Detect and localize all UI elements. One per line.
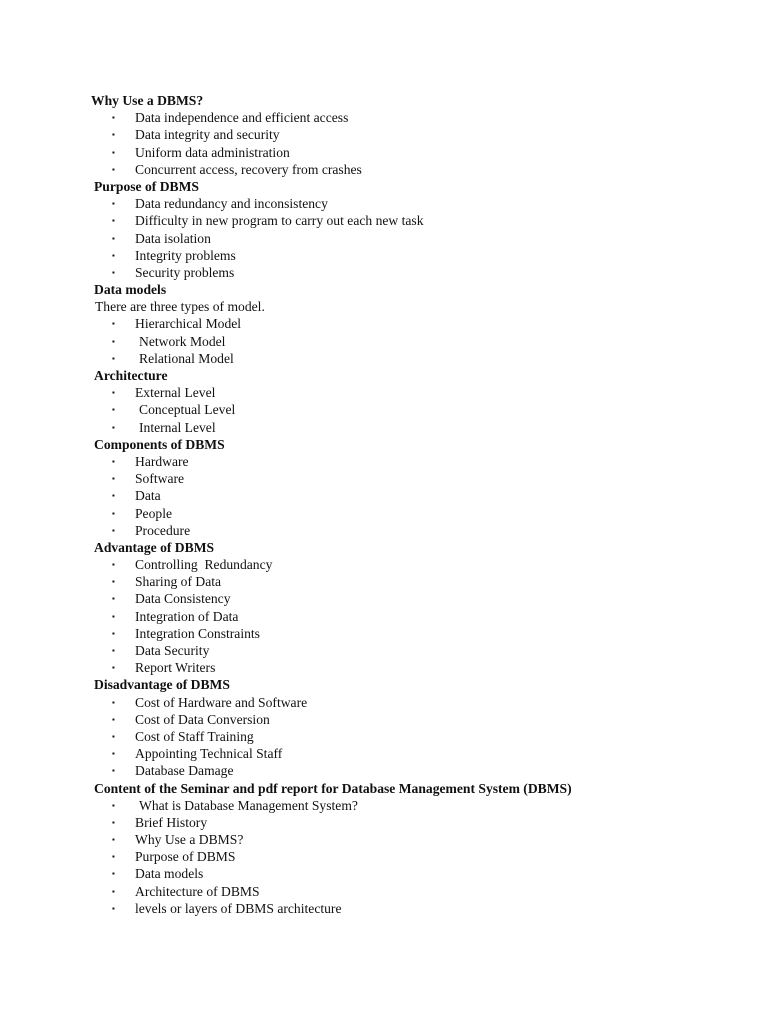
list-item-text: Architecture of DBMS	[135, 883, 260, 899]
list-item	[0, 470, 768, 487]
list-item	[0, 711, 768, 728]
list-item-text: Relational Model	[139, 350, 234, 366]
list-item-text: Data isolation	[135, 230, 211, 246]
square-bullet-icon: ▪	[112, 766, 115, 776]
square-bullet-icon: ▪	[112, 628, 115, 638]
list-item	[0, 659, 768, 676]
square-bullet-icon: ▪	[112, 456, 115, 466]
square-bullet-icon: ▪	[112, 199, 115, 209]
list-item-text: Integration of Data	[135, 608, 239, 624]
list-item-text: Sharing of Data	[135, 574, 222, 590]
section-heading: Data models	[94, 282, 167, 298]
list-item	[0, 161, 768, 178]
square-bullet-icon: ▪	[112, 525, 115, 535]
square-bullet-icon: ▪	[112, 147, 115, 157]
square-bullet-icon: ▪	[112, 216, 115, 226]
square-bullet-icon: ▪	[112, 267, 115, 277]
list-item	[0, 883, 768, 900]
square-bullet-icon: ▪	[112, 697, 115, 707]
list-item-text: Data	[135, 488, 161, 504]
list-item-text: Controlling Redundancy	[135, 557, 273, 573]
square-bullet-icon: ▪	[112, 130, 115, 140]
square-bullet-icon: ▪	[112, 577, 115, 587]
square-bullet-icon: ▪	[112, 250, 115, 260]
list-item	[0, 505, 768, 522]
list-item	[0, 556, 768, 573]
list-item	[0, 848, 768, 865]
list-item-text: Database Damage	[135, 763, 234, 779]
document-page	[0, 92, 768, 917]
list-item-text: External Level	[135, 385, 216, 401]
list-item-text: Security problems	[135, 264, 235, 280]
list-item-text: Software	[135, 471, 185, 487]
list-item-text: Data integrity and security	[135, 127, 280, 143]
list-item-text: Concurrent access, recovery from crashes	[135, 161, 362, 177]
section-paragraph: There are three types of model.	[95, 299, 265, 315]
list-item	[0, 264, 768, 281]
list-item-text: Integration Constraints	[135, 625, 260, 641]
list-item	[0, 247, 768, 264]
square-bullet-icon: ▪	[112, 491, 115, 501]
list-item	[0, 762, 768, 779]
section-heading: Content of the Seminar and pdf report for Database Management System (DBMS)	[94, 780, 572, 796]
list-item-text: Cost of Hardware and Software	[135, 694, 308, 710]
square-bullet-icon: ▪	[112, 714, 115, 724]
list-item	[0, 694, 768, 711]
square-bullet-icon: ▪	[112, 560, 115, 570]
list-item	[0, 453, 768, 470]
section-heading: Disadvantage of DBMS	[94, 677, 230, 693]
square-bullet-icon: ▪	[112, 164, 115, 174]
square-bullet-icon: ▪	[112, 800, 115, 810]
list-item	[0, 333, 768, 350]
list-item-text: What is Database Management System?	[139, 797, 358, 813]
list-item	[0, 590, 768, 607]
square-bullet-icon: ▪	[112, 388, 115, 398]
list-item-text: Hierarchical Model	[135, 316, 242, 332]
list-item-text: Data Consistency	[135, 591, 231, 607]
square-bullet-icon: ▪	[112, 663, 115, 673]
list-item	[0, 195, 768, 212]
list-item	[0, 797, 768, 814]
list-item	[0, 608, 768, 625]
list-item	[0, 625, 768, 642]
square-bullet-icon: ▪	[112, 422, 115, 432]
square-bullet-icon: ▪	[112, 749, 115, 759]
list-item-text: Brief History	[135, 814, 208, 830]
list-item	[0, 144, 768, 161]
section-heading: Components of DBMS	[94, 436, 225, 452]
square-bullet-icon: ▪	[112, 886, 115, 896]
list-item-text: Conceptual Level	[139, 402, 236, 418]
list-item	[0, 350, 768, 367]
list-item-text: Uniform data administration	[135, 144, 290, 160]
list-item	[0, 745, 768, 762]
list-item	[0, 900, 768, 917]
list-item-text: Cost of Staff Training	[135, 728, 254, 744]
square-bullet-icon: ▪	[112, 353, 115, 363]
list-item-text: Appointing Technical Staff	[135, 746, 283, 762]
list-item	[0, 384, 768, 401]
square-bullet-icon: ▪	[112, 113, 115, 123]
section-heading: Why Use a DBMS?	[91, 93, 204, 108]
list-item-text: Data models	[135, 866, 204, 882]
list-item-text: Report Writers	[135, 660, 216, 676]
list-item-text: Integrity problems	[135, 247, 236, 263]
list-item	[0, 573, 768, 590]
list-item-text: Why Use a DBMS?	[135, 832, 244, 848]
list-item	[0, 865, 768, 882]
list-item-text: Procedure	[135, 522, 191, 538]
list-item-text: Network Model	[139, 333, 226, 349]
square-bullet-icon: ▪	[112, 869, 115, 879]
square-bullet-icon: ▪	[112, 336, 115, 346]
square-bullet-icon: ▪	[112, 852, 115, 862]
list-item	[0, 212, 768, 229]
list-item-text: Data redundancy and inconsistency	[135, 196, 328, 212]
section-heading: Purpose of DBMS	[94, 178, 199, 194]
list-item	[0, 728, 768, 745]
section-heading: Architecture	[94, 368, 168, 383]
square-bullet-icon: ▪	[112, 508, 115, 518]
list-item-text: Data independence and efficient access	[135, 110, 349, 126]
square-bullet-icon: ▪	[112, 903, 115, 913]
list-item	[0, 522, 768, 539]
list-item-text: Purpose of DBMS	[135, 849, 236, 865]
list-item-text: Cost of Data Conversion	[135, 711, 270, 727]
list-item-text: Hardware	[135, 453, 189, 469]
square-bullet-icon: ▪	[112, 611, 115, 621]
list-item-text: Internal Level	[139, 419, 216, 435]
square-bullet-icon: ▪	[112, 646, 115, 655]
list-item	[0, 109, 768, 126]
square-bullet-icon: ▪	[112, 319, 115, 329]
square-bullet-icon: ▪	[112, 835, 115, 845]
list-item	[0, 487, 768, 504]
list-item	[0, 401, 768, 418]
list-item-text: levels or layers of DBMS architecture	[135, 900, 342, 916]
list-item	[0, 419, 768, 436]
square-bullet-icon: ▪	[112, 233, 115, 243]
square-bullet-icon: ▪	[112, 731, 115, 741]
list-item-text: Data Security	[135, 643, 210, 658]
list-item	[0, 315, 768, 332]
list-item-text: People	[135, 505, 172, 521]
section-heading: Advantage of DBMS	[94, 539, 215, 555]
list-item	[0, 230, 768, 247]
square-bullet-icon: ▪	[112, 817, 115, 827]
list-item-text: Difficulty in new program to carry out each new task	[135, 213, 424, 229]
square-bullet-icon: ▪	[112, 474, 115, 484]
square-bullet-icon: ▪	[112, 594, 115, 604]
square-bullet-icon: ▪	[112, 405, 115, 415]
list-item	[0, 831, 768, 848]
list-item	[0, 126, 768, 143]
list-item	[0, 814, 768, 831]
list-item	[0, 642, 768, 659]
